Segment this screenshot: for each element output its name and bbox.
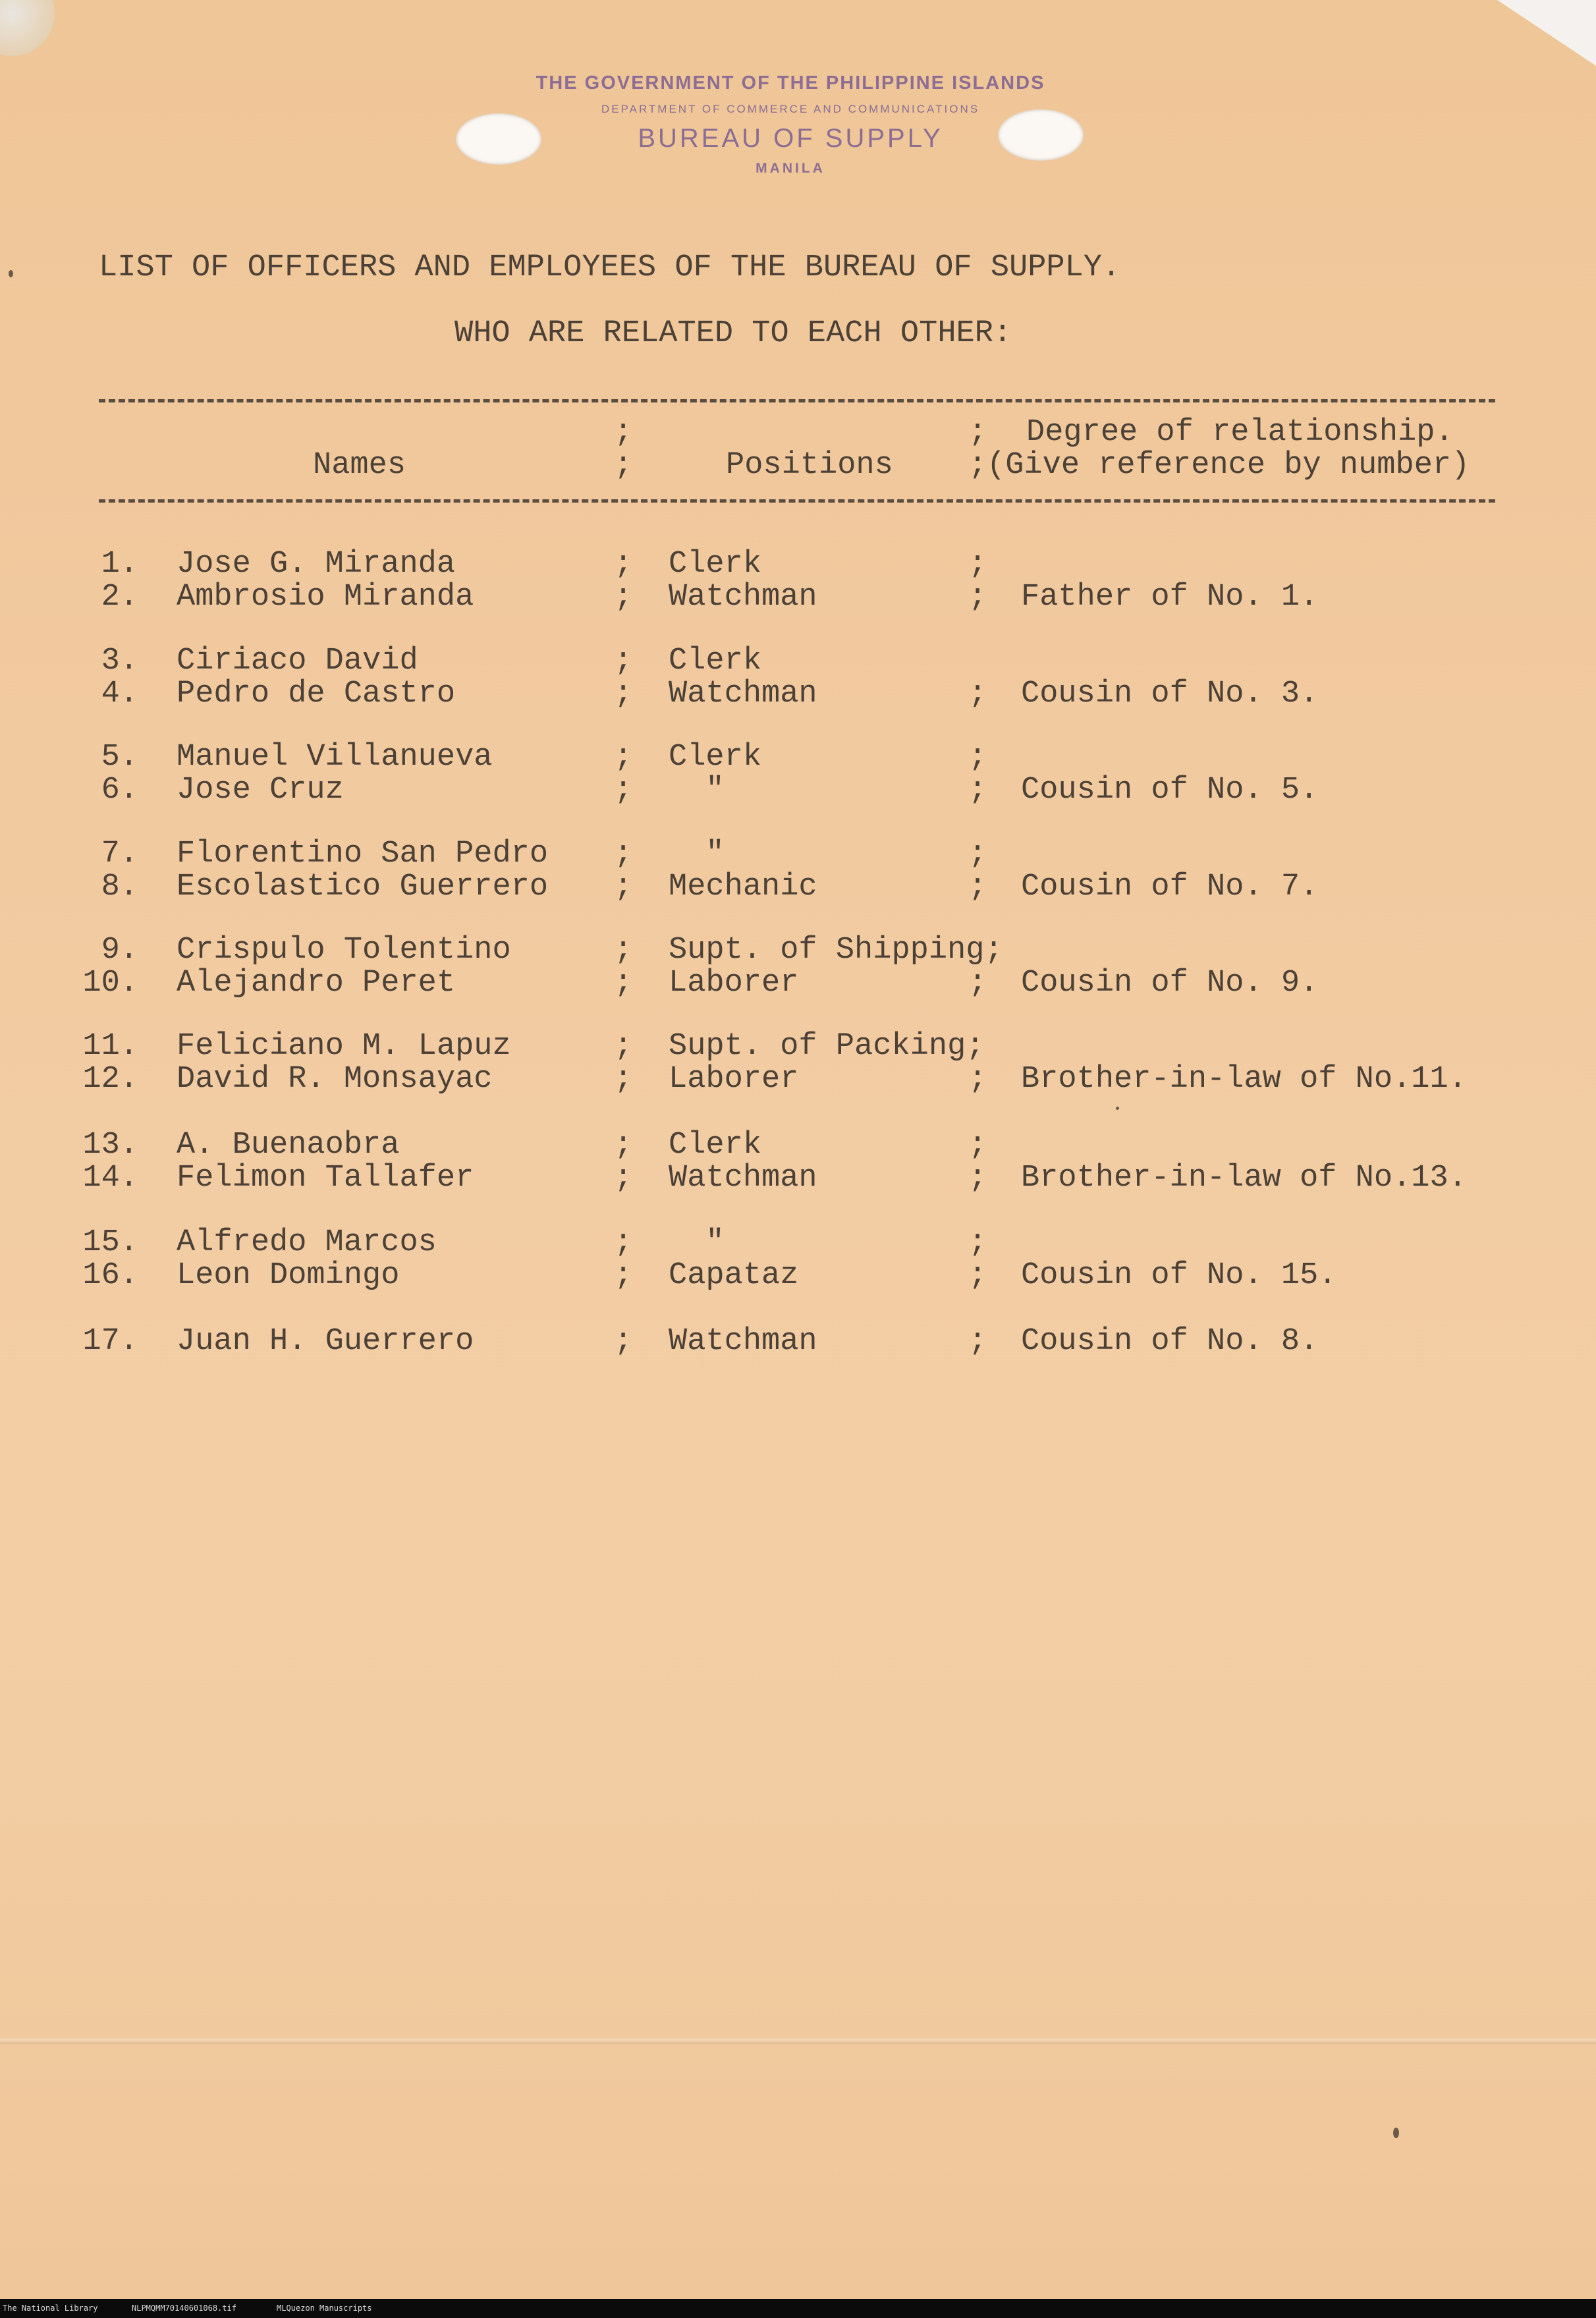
employee-position: Laborer (669, 966, 799, 1001)
employee-position: Watchman (669, 1324, 817, 1359)
table-row (0, 869, 1596, 904)
letterhead-city: MANILA (756, 161, 825, 176)
column-separator: ; (614, 740, 633, 775)
employee-position: Supt. of Packing; (669, 1029, 985, 1064)
table-row (0, 547, 1596, 581)
employee-name: Leon Domingo (177, 1258, 400, 1293)
employee-name: Escolastico Guerrero (177, 869, 549, 904)
torn-corner-left (0, 0, 59, 66)
relationship: Cousin of No. 8. (1021, 1324, 1319, 1359)
ink-speck (1116, 1107, 1119, 1110)
column-separator: ; (968, 1258, 987, 1293)
column-separator: ; (968, 1128, 987, 1163)
employee-position: Clerk (669, 644, 762, 678)
column-separator: ; (968, 580, 987, 615)
header-degree-note: (Give reference by number) (987, 448, 1470, 483)
torn-corner-right (1497, 0, 1596, 66)
employee-name: Pedro de Castro (177, 676, 456, 711)
footer-collection: MLQuezon Manuscripts (277, 2304, 372, 2313)
header-names: Names (313, 448, 406, 483)
employee-position: Laborer (669, 1062, 799, 1097)
table-row (0, 1258, 1596, 1292)
column-separator: ; (968, 676, 987, 711)
row-number: 12. (82, 1062, 138, 1097)
row-number: 9. (101, 933, 138, 968)
column-separator: ; (614, 580, 633, 615)
document-title: LIST OF OFFICERS AND EMPLOYEES OF THE BUREAU OF SUPPLY. (99, 250, 1121, 285)
employee-position: Mechanic (669, 869, 817, 904)
row-number: 16. (82, 1258, 138, 1293)
letterhead-bureau: BUREAU OF SUPPLY (638, 124, 943, 153)
employee-name: A. Buenaobra (177, 1128, 400, 1163)
table-row (0, 1324, 1596, 1358)
column-separator: ; (614, 1324, 633, 1359)
employee-name: Jose G. Miranda (177, 547, 456, 582)
row-number: 15. (82, 1225, 138, 1260)
employee-name: Jose Cruz (177, 773, 344, 808)
column-separator: ; (614, 1225, 633, 1260)
header-separator: ; (968, 448, 987, 483)
employee-name: Manuel Villanueva (177, 740, 493, 775)
document-subtitle: WHO ARE RELATED TO EACH OTHER: (454, 316, 1012, 351)
employee-name: Ambrosio Miranda (177, 580, 474, 615)
header-bottom-rule (99, 499, 1495, 503)
relationship: Cousin of No. 3. (1021, 676, 1319, 711)
table-row (0, 644, 1596, 678)
employee-name: Crispulo Tolentino (177, 933, 511, 968)
row-number: 6. (101, 773, 138, 808)
employee-position: Watchman (669, 676, 817, 711)
column-separator: ; (614, 773, 633, 808)
footer-file: NLPMQMM70140601068.tif (132, 2304, 236, 2313)
employee-name: Felimon Tallafer (177, 1161, 474, 1196)
row-number: 11. (82, 1029, 138, 1064)
letterhead-government: THE GOVERNMENT OF THE PHILIPPINE ISLANDS (536, 72, 1045, 94)
column-separator: ; (968, 1062, 987, 1097)
column-separator: ; (614, 1258, 633, 1293)
column-separator: ; (968, 966, 987, 1001)
ink-speck (1393, 2128, 1399, 2138)
table-row (0, 740, 1596, 774)
employee-position: Watchman (669, 580, 817, 615)
table-row (0, 1062, 1596, 1096)
row-number: 1. (101, 547, 138, 582)
table-row (0, 1128, 1596, 1162)
employee-position: Clerk (669, 1128, 762, 1163)
letterhead-department: DEPARTMENT OF COMMERCE AND COMMUNICATIONS (601, 103, 980, 115)
column-separator: ; (614, 837, 633, 871)
footer-library: The National Library (3, 2304, 98, 2313)
row-number: 3. (101, 644, 138, 678)
employee-position: Capataz (669, 1258, 799, 1293)
employee-position: Watchman (669, 1161, 817, 1196)
table-row (0, 933, 1596, 967)
column-separator: ; (968, 1161, 987, 1196)
column-separator: ; (614, 869, 633, 904)
column-separator: ; (614, 933, 633, 968)
column-separator: ; (614, 644, 633, 678)
row-number: 17. (82, 1324, 138, 1359)
employee-position: " (669, 773, 725, 808)
row-number: 4. (101, 676, 138, 711)
table-row (0, 966, 1596, 1000)
column-separator: ; (614, 547, 633, 582)
relationship: Cousin of No. 5. (1021, 773, 1319, 808)
column-separator: ; (968, 740, 987, 775)
employee-name: Florentino San Pedro (177, 837, 549, 871)
column-separator: ; (968, 773, 987, 808)
employee-name: Alejandro Peret (177, 966, 456, 1001)
relationship: Father of No. 1. (1021, 580, 1319, 615)
table-row (0, 837, 1596, 871)
employee-position: Clerk (669, 547, 762, 582)
table-row (0, 1029, 1596, 1063)
column-separator: ; (614, 1029, 633, 1064)
employee-name: Alfredo Marcos (177, 1225, 437, 1260)
ink-speck (9, 270, 13, 277)
employee-position: Clerk (669, 740, 762, 775)
column-separator: ; (968, 547, 987, 582)
row-number: 8. (101, 869, 138, 904)
paper-fold (0, 2039, 1596, 2044)
table-row (0, 1161, 1596, 1195)
header-top-rule (99, 399, 1495, 402)
employee-position: " (669, 837, 725, 871)
column-separator: ; (614, 676, 633, 711)
employee-name: Juan H. Guerrero (177, 1324, 474, 1359)
relationship: Cousin of No. 7. (1021, 869, 1319, 904)
row-number: 5. (101, 740, 138, 775)
scan-footer (0, 2299, 1596, 2318)
column-separator: ; (614, 1128, 633, 1163)
row-number: 13. (82, 1128, 138, 1163)
relationship: Cousin of No. 9. (1021, 966, 1319, 1001)
row-number: 2. (101, 580, 138, 615)
column-separator: ; (968, 869, 987, 904)
table-row (0, 773, 1596, 807)
header-separator: ; (614, 415, 633, 450)
employee-position: Supt. of Shipping; (669, 933, 1003, 968)
table-row (0, 1225, 1596, 1259)
header-separator: ; (968, 415, 987, 450)
relationship: Brother-in-law of No.11. (1021, 1062, 1467, 1097)
row-number: 14. (82, 1161, 138, 1196)
row-number: 10. (82, 966, 138, 1001)
relationship: Cousin of No. 15. (1021, 1258, 1337, 1293)
row-number: 7. (101, 837, 138, 871)
column-separator: ; (614, 1062, 633, 1097)
header-separator: ; (614, 448, 633, 483)
header-positions: Positions (726, 448, 893, 483)
header-degree: Degree of relationship. (1026, 415, 1454, 450)
table-row (0, 676, 1596, 711)
relationship: Brother-in-law of No.13. (1021, 1161, 1467, 1196)
column-separator: ; (968, 1324, 987, 1359)
table-row (0, 580, 1596, 614)
column-separator: ; (968, 1225, 987, 1260)
column-separator: ; (614, 1161, 633, 1196)
employee-name: Feliciano M. Lapuz (177, 1029, 511, 1064)
employee-name: Ciriaco David (177, 644, 418, 678)
column-separator: ; (614, 966, 633, 1001)
column-separator: ; (968, 837, 987, 871)
employee-position: " (669, 1225, 725, 1260)
employee-name: David R. Monsayac (177, 1062, 493, 1097)
